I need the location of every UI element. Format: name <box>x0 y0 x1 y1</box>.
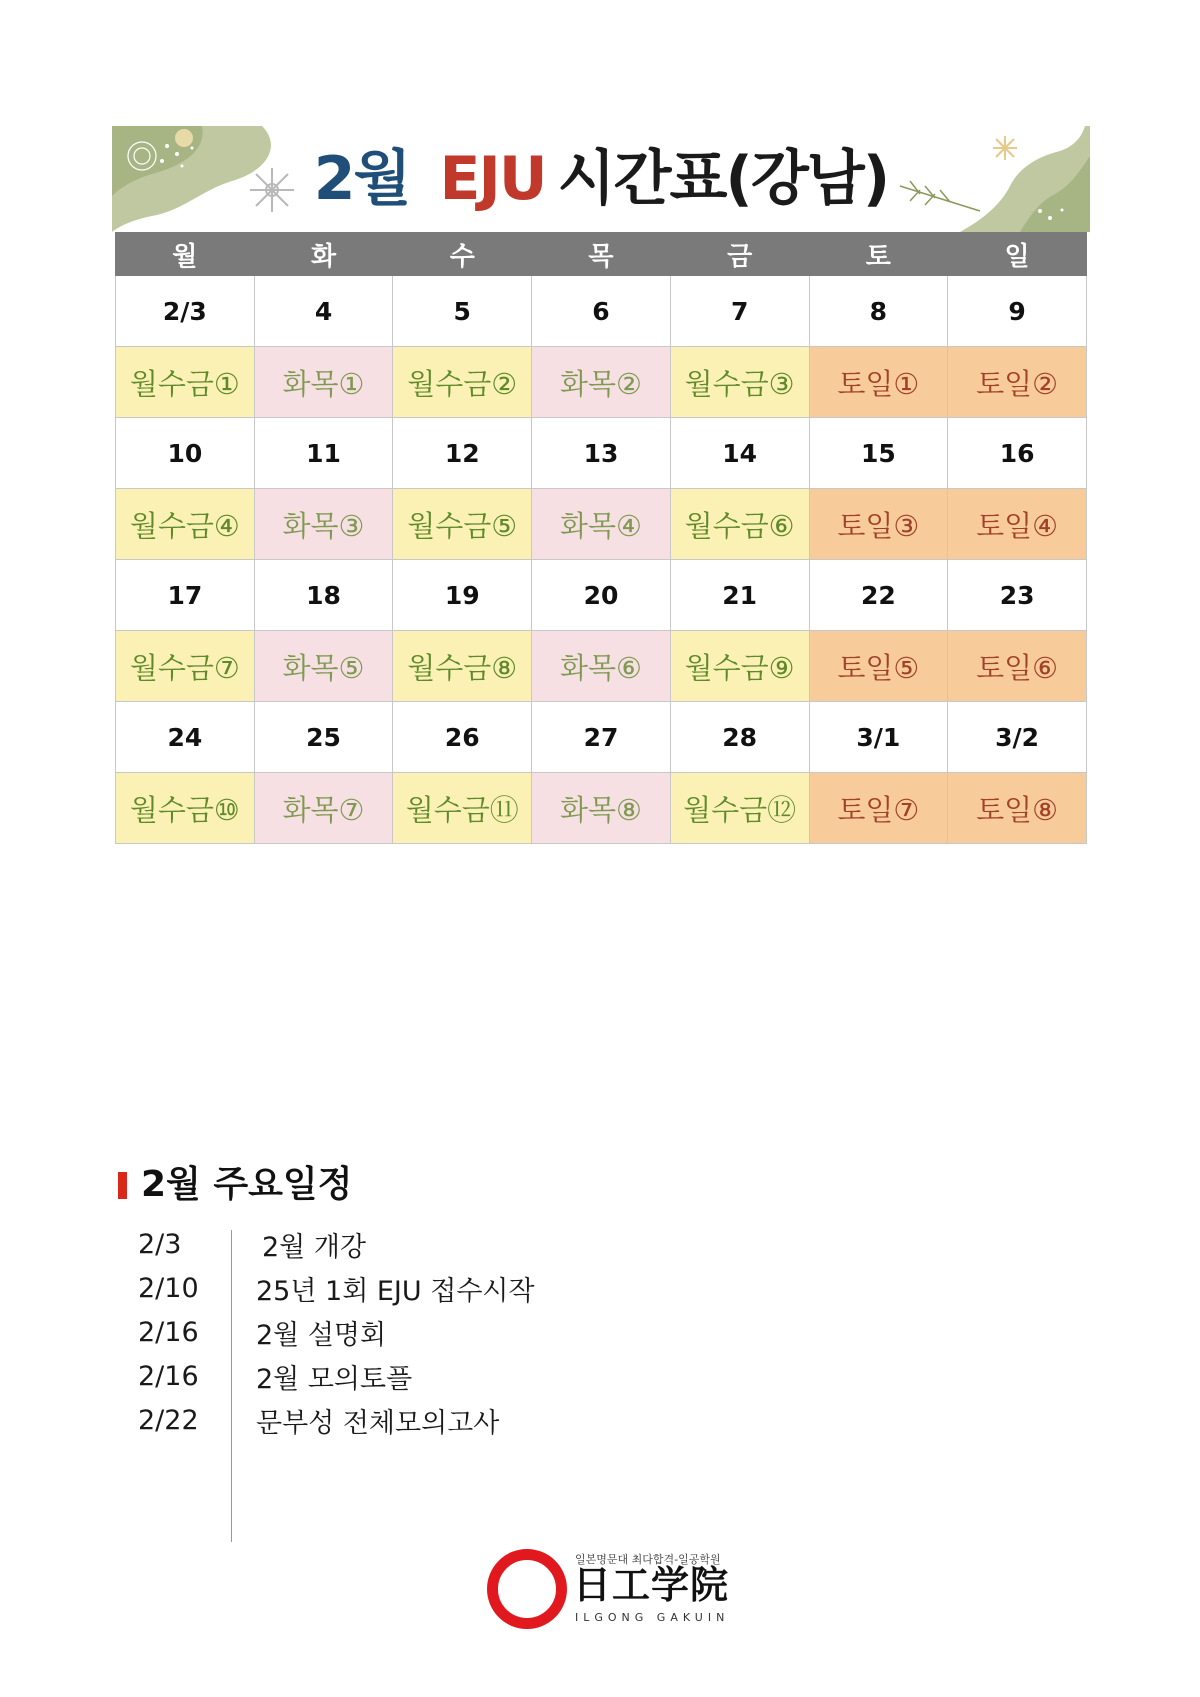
schedule-date: 2/10 <box>138 1272 199 1304</box>
schedule-date: 2/22 <box>138 1404 199 1436</box>
date-cell: 21 <box>670 560 809 631</box>
title-banner <box>112 126 1090 232</box>
class-cell-weekend: 토일⑤ <box>809 631 948 702</box>
date-cell: 12 <box>393 418 532 489</box>
class-row <box>116 631 1087 702</box>
schedule-event: 25년 1회 EJU 접수시작 <box>256 1275 535 1307</box>
class-cell-tt: 화목② <box>532 347 671 418</box>
class-cell-weekend: 토일④ <box>948 489 1087 560</box>
class-cell-mwf: 월수금⑥ <box>670 489 809 560</box>
class-cell-tt: 화목③ <box>254 489 393 560</box>
weekday-header: 금 <box>670 233 809 276</box>
class-cell-weekend: 토일⑥ <box>948 631 1087 702</box>
weekday-header-row <box>116 233 1087 276</box>
date-cell: 15 <box>809 418 948 489</box>
schedule-event: 2월 개강 <box>262 1231 367 1263</box>
date-row <box>116 702 1087 773</box>
date-cell: 3/2 <box>948 702 1087 773</box>
schedule-event: 2월 모의토플 <box>256 1363 413 1395</box>
class-row <box>116 347 1087 418</box>
date-row <box>116 418 1087 489</box>
schedule-item <box>138 1354 535 1398</box>
schedule-item <box>138 1266 535 1310</box>
date-cell: 28 <box>670 702 809 773</box>
school-logo <box>487 1549 730 1629</box>
date-cell: 9 <box>948 276 1087 347</box>
schedule-item <box>138 1222 535 1266</box>
logo-romanized: ILGONG GAKUIN <box>575 1611 730 1624</box>
class-cell-tt: 화목⑥ <box>532 631 671 702</box>
date-cell: 4 <box>254 276 393 347</box>
date-cell: 24 <box>116 702 255 773</box>
class-cell-tt: 화목⑧ <box>532 773 671 844</box>
weekday-header: 수 <box>393 233 532 276</box>
class-cell-weekend: 토일⑧ <box>948 773 1087 844</box>
schedule-calendar <box>115 232 1087 844</box>
date-cell: 25 <box>254 702 393 773</box>
title-eju: EJU <box>439 144 546 214</box>
section-marker <box>118 1172 127 1199</box>
class-cell-mwf: 월수금② <box>393 347 532 418</box>
date-cell: 26 <box>393 702 532 773</box>
date-cell: 7 <box>670 276 809 347</box>
date-cell: 14 <box>670 418 809 489</box>
page-title <box>112 140 1090 218</box>
date-cell: 10 <box>116 418 255 489</box>
date-cell: 18 <box>254 560 393 631</box>
class-cell-mwf: 월수금① <box>116 347 255 418</box>
date-cell: 3/1 <box>809 702 948 773</box>
class-cell-mwf: 월수금⑦ <box>116 631 255 702</box>
class-cell-weekend: 토일③ <box>809 489 948 560</box>
date-cell: 5 <box>393 276 532 347</box>
class-cell-mwf: 월수금④ <box>116 489 255 560</box>
date-cell: 17 <box>116 560 255 631</box>
schedule-list <box>138 1222 535 1442</box>
date-row <box>116 276 1087 347</box>
date-cell: 13 <box>532 418 671 489</box>
date-cell: 22 <box>809 560 948 631</box>
class-cell-tt: 화목⑤ <box>254 631 393 702</box>
date-cell: 8 <box>809 276 948 347</box>
date-cell: 27 <box>532 702 671 773</box>
class-cell-mwf: 월수금⑤ <box>393 489 532 560</box>
schedule-date: 2/16 <box>138 1316 199 1348</box>
title-month: 2월 <box>313 144 410 214</box>
date-row <box>116 560 1087 631</box>
date-cell: 19 <box>393 560 532 631</box>
class-cell-tt: 화목④ <box>532 489 671 560</box>
date-cell: 2/3 <box>116 276 255 347</box>
class-row <box>116 773 1087 844</box>
date-cell: 23 <box>948 560 1087 631</box>
logo-name: 日工学院 <box>573 1563 730 1607</box>
date-cell: 16 <box>948 418 1087 489</box>
weekday-header: 월 <box>116 233 255 276</box>
weekday-header: 일 <box>948 233 1087 276</box>
schedule-item <box>138 1398 535 1442</box>
schedule-date: 2/16 <box>138 1360 199 1392</box>
class-cell-tt: 화목⑦ <box>254 773 393 844</box>
class-cell-mwf: 월수금⑩ <box>116 773 255 844</box>
class-cell-mwf: 월수금⑪ <box>393 773 532 844</box>
date-cell: 11 <box>254 418 393 489</box>
schedule-title: 2월 주요일정 <box>141 1164 353 1205</box>
schedule-event: 2월 설명회 <box>256 1319 387 1351</box>
weekday-header: 목 <box>532 233 671 276</box>
class-cell-weekend: 토일① <box>809 347 948 418</box>
title-subtitle: 시간표(강남) <box>557 144 889 214</box>
class-cell-tt: 화목① <box>254 347 393 418</box>
class-cell-weekend: 토일② <box>948 347 1087 418</box>
class-row <box>116 489 1087 560</box>
date-cell: 20 <box>532 560 671 631</box>
logo-tagline: 일본명문대 최다합격-일공학원 <box>575 1553 721 1566</box>
weekday-header: 토 <box>809 233 948 276</box>
class-cell-mwf: 월수금⑫ <box>670 773 809 844</box>
class-cell-mwf: 월수금⑨ <box>670 631 809 702</box>
schedule-header <box>118 1163 352 1207</box>
class-cell-weekend: 토일⑦ <box>809 773 948 844</box>
schedule-item <box>138 1310 535 1354</box>
class-cell-mwf: 월수금⑧ <box>393 631 532 702</box>
schedule-event: 문부성 전체모의고사 <box>256 1407 500 1439</box>
date-cell: 6 <box>532 276 671 347</box>
class-cell-mwf: 월수금③ <box>670 347 809 418</box>
weekday-header: 화 <box>254 233 393 276</box>
logo-circle-icon <box>487 1549 567 1629</box>
schedule-date: 2/3 <box>138 1228 182 1260</box>
